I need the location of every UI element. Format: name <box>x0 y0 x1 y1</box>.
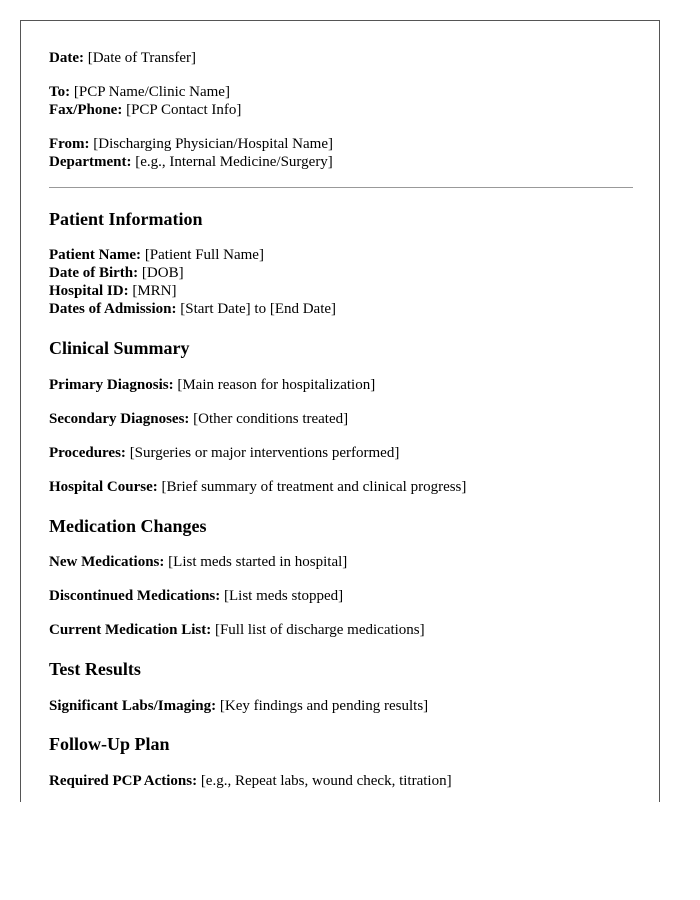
discontinued-medications-value: [List meds stopped] <box>224 588 344 604</box>
current-medication-list-value: [Full list of discharge medications] <box>214 622 425 638</box>
discontinued-medications-label: Discontinued Medications: <box>49 588 221 604</box>
new-medications-value: [List meds started in hospital] <box>168 554 348 570</box>
hospital-id-label: Hospital ID: <box>49 283 129 299</box>
secondary-diagnoses-value: [Other conditions treated] <box>193 411 349 427</box>
patient-name-value: [Patient Full Name] <box>144 247 264 263</box>
date-label: Date: <box>49 50 84 66</box>
current-medication-list-line <box>49 621 633 639</box>
dob-label: Date of Birth: <box>49 265 139 281</box>
labs-imaging-value: [Key findings and pending results] <box>219 698 429 714</box>
procedures-value: [Surgeries or major interventions performed] <box>129 445 400 461</box>
date-line <box>49 49 633 67</box>
follow-up-plan-heading: Follow-Up Plan <box>49 734 170 754</box>
hospital-course-line <box>49 478 633 496</box>
procedures-line <box>49 444 633 462</box>
dob-line <box>49 264 633 282</box>
hospital-id-value: [MRN] <box>132 283 177 299</box>
patient-name-label: Patient Name: <box>49 247 142 263</box>
department-label: Department: <box>49 154 132 170</box>
department-line <box>49 153 633 171</box>
date-value: [Date of Transfer] <box>87 50 197 66</box>
primary-diagnosis-label: Primary Diagnosis: <box>49 377 174 393</box>
patient-info-heading: Patient Information <box>49 209 203 229</box>
fax-line <box>49 101 633 119</box>
from-line <box>49 135 633 153</box>
department-value: [e.g., Internal Medicine/Surgery] <box>135 154 333 170</box>
admission-label: Dates of Admission: <box>49 301 177 317</box>
from-label: From: <box>49 136 90 152</box>
letter-page <box>20 20 660 802</box>
new-medications-label: New Medications: <box>49 554 165 570</box>
dob-value: [DOB] <box>141 265 184 281</box>
fax-value: [PCP Contact Info] <box>126 102 242 118</box>
pcp-actions-line <box>49 772 633 790</box>
letter-content <box>49 49 633 790</box>
to-label: To: <box>49 84 71 100</box>
to-value: [PCP Name/Clinic Name] <box>73 84 230 100</box>
to-line <box>49 83 633 101</box>
current-medication-list-label: Current Medication List: <box>49 622 212 638</box>
hospital-course-value: [Brief summary of treatment and clinical progress] <box>161 479 467 495</box>
discontinued-medications-line <box>49 587 633 605</box>
medication-changes-heading: Medication Changes <box>49 516 207 536</box>
hospital-course-label: Hospital Course: <box>49 479 158 495</box>
primary-diagnosis-line <box>49 376 633 394</box>
admission-value: [Start Date] to [End Date] <box>180 301 337 317</box>
labs-imaging-label: Significant Labs/Imaging: <box>49 698 217 714</box>
primary-diagnosis-value: [Main reason for hospitalization] <box>177 377 376 393</box>
patient-name-line <box>49 246 633 264</box>
clinical-summary-heading: Clinical Summary <box>49 338 190 358</box>
labs-imaging-line <box>49 697 633 715</box>
fax-label: Fax/Phone: <box>49 102 123 118</box>
pcp-actions-value: [e.g., Repeat labs, wound check, titration] <box>200 773 452 789</box>
hospital-id-line <box>49 282 633 300</box>
new-medications-line <box>49 553 633 571</box>
secondary-diagnoses-label: Secondary Diagnoses: <box>49 411 190 427</box>
admission-line <box>49 300 633 318</box>
secondary-diagnoses-line <box>49 410 633 428</box>
from-value: [Discharging Physician/Hospital Name] <box>93 136 333 152</box>
test-results-heading: Test Results <box>49 659 141 679</box>
procedures-label: Procedures: <box>49 445 126 461</box>
pcp-actions-label: Required PCP Actions: <box>49 773 198 789</box>
